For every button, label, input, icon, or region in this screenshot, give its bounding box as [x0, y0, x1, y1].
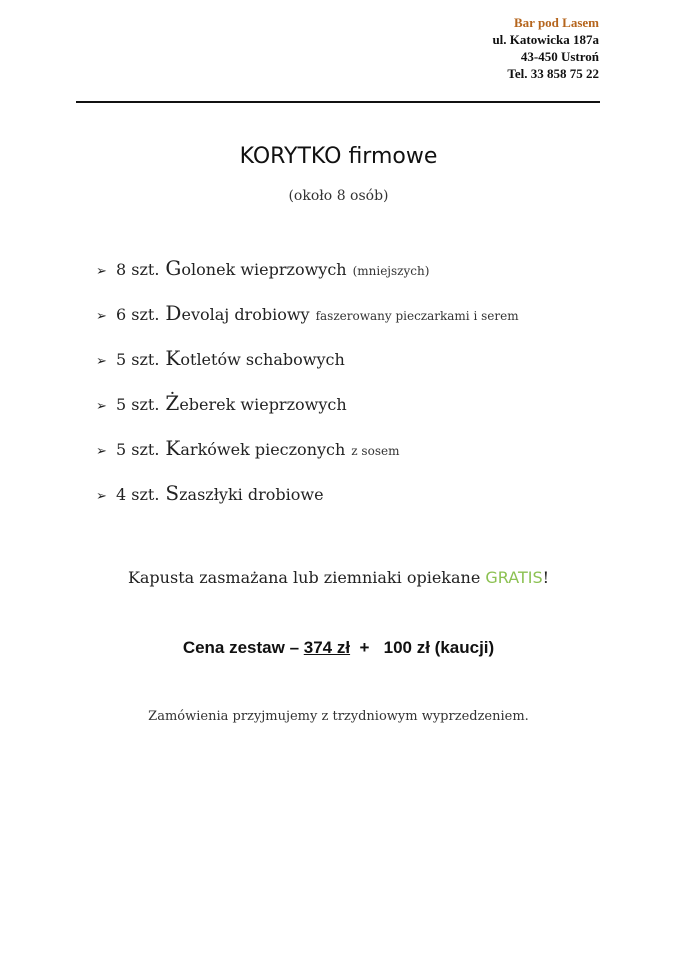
- item-quantity: 6 szt.: [116, 305, 160, 324]
- item-name: zaszłyki drobiowe: [179, 485, 324, 504]
- deposit-amount: 100 zł (kaucji): [383, 638, 495, 657]
- side-dish-text: Kapusta zasmażana lub ziemniaki opiekane: [127, 568, 486, 587]
- item-name: arkówek pieczonych: [180, 440, 346, 459]
- item-initial: G: [165, 256, 182, 280]
- list-item: [96, 481, 519, 526]
- price-plus: +: [350, 638, 384, 657]
- exclamation: !: [542, 568, 550, 587]
- item-initial: S: [165, 481, 180, 505]
- item-note: (mniejszych): [352, 264, 430, 278]
- arrow-bullet-icon: ➢: [96, 264, 107, 279]
- price-label: Cena zestaw –: [182, 638, 304, 657]
- price-amount: 374 zł: [303, 638, 351, 657]
- list-item: [96, 346, 519, 391]
- street-address: ul. Katowicka 187a: [492, 32, 599, 47]
- city-address: 43-450 Ustroń: [520, 49, 599, 64]
- list-item: [96, 256, 519, 301]
- gratis-highlight: GRATIS: [485, 568, 543, 587]
- item-name: otletów schabowych: [180, 350, 345, 369]
- arrow-bullet-icon: ➢: [96, 399, 107, 414]
- item-initial: Ż: [165, 391, 180, 415]
- contact-header: [492, 14, 599, 82]
- item-quantity: 4 szt.: [116, 485, 160, 504]
- header-divider: [76, 101, 600, 103]
- item-note: faszerowany pieczarkami i serem: [315, 309, 519, 323]
- item-initial: D: [165, 301, 182, 325]
- arrow-bullet-icon: ➢: [96, 309, 107, 324]
- page-title: KORYTKO firmowe: [239, 144, 438, 169]
- list-item: [96, 301, 519, 346]
- price-line: [0, 638, 677, 658]
- menu-item-list: [96, 256, 519, 526]
- item-quantity: 5 szt.: [116, 440, 160, 459]
- arrow-bullet-icon: ➢: [96, 444, 107, 459]
- list-item: [96, 436, 519, 481]
- arrow-bullet-icon: ➢: [96, 354, 107, 369]
- item-quantity: 5 szt.: [116, 395, 160, 414]
- free-side-dish-line: [0, 568, 677, 587]
- item-initial: K: [165, 436, 181, 460]
- phone-number: Tel. 33 858 75 22: [507, 66, 599, 81]
- item-note: z sosem: [351, 444, 400, 458]
- arrow-bullet-icon: ➢: [96, 489, 107, 504]
- item-quantity: 5 szt.: [116, 350, 160, 369]
- item-initial: K: [165, 346, 181, 370]
- item-name: eberek wieprzowych: [179, 395, 347, 414]
- item-quantity: 8 szt.: [116, 260, 160, 279]
- item-name: olonek wieprzowych: [181, 260, 347, 279]
- order-notice: Zamówienia przyjmujemy z trzydniowym wyprzedzeniem.: [148, 709, 529, 724]
- list-item: [96, 391, 519, 436]
- venue-name: Bar pod Lasem: [514, 15, 599, 30]
- page-subtitle: (około 8 osób): [288, 188, 389, 204]
- item-name: evolaj drobiowy: [181, 305, 310, 324]
